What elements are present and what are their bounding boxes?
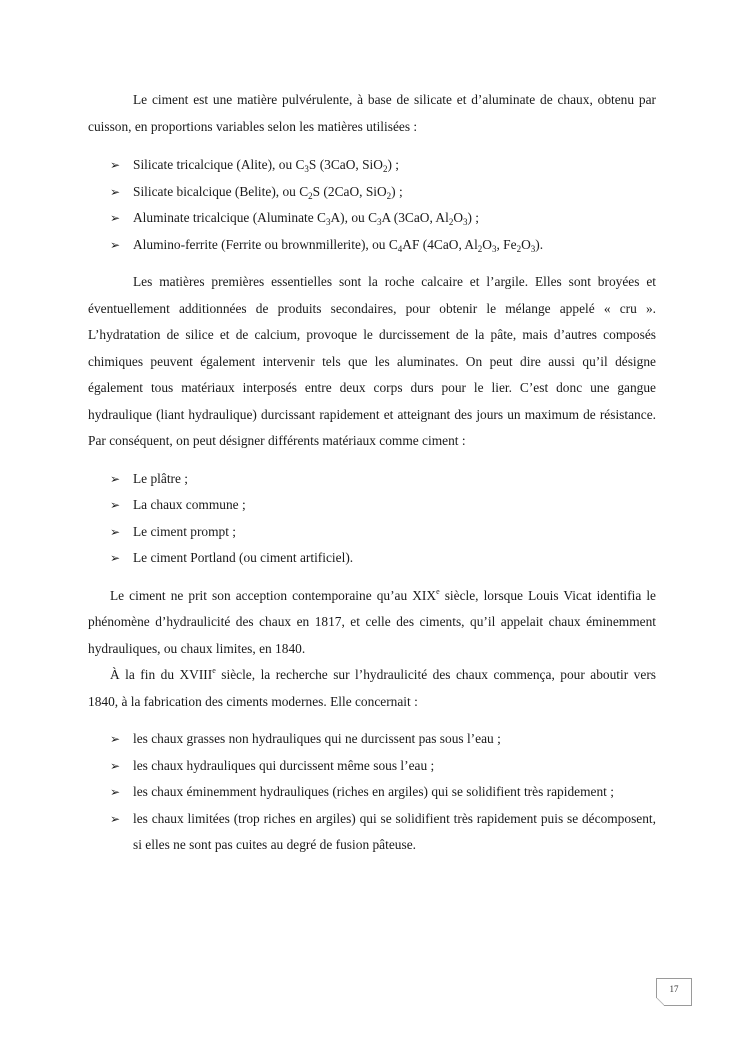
paragraph-history-18th-century: À la fin du XVIIIe siècle, la recherche sur l’hydraulicité des chaux commença, pour aboutir vers 1840, à la fabrication des ciments modernes. Elle concernait : (88, 666, 656, 709)
list-item: ➢ Le ciment prompt ; (88, 519, 656, 546)
list-item: ➢ Le plâtre ; (88, 466, 656, 493)
paragraph-intro: Le ciment est une matière pulvérulente, à base de silicate et d’aluminate de chaux, obtenu par cuisson, en proportions variables selon les matières utilisées : (88, 92, 656, 134)
cement-types-list (88, 466, 656, 572)
arrow-bullet-icon: ➢ (110, 785, 121, 799)
list-item: ➢ les chaux grasses non hydrauliques qui ne durcissent pas sous l’eau ; (88, 726, 656, 753)
paragraph-history-vicat: Le ciment ne prit son acception contemporaine qu’au XIXe siècle, lorsque Louis Vicat identifia le phénomène d’hydraulicité des chaux en 1817, et celle des ciments, qu’il appelait chaux éminemment hydrauliques, ou chaux limites, en 1840. (88, 586, 656, 656)
arrow-bullet-icon: ➢ (110, 211, 121, 225)
list-item: ➢ Le ciment Portland (ou ciment artificiel). (88, 545, 656, 572)
list-item: ➢ La chaux commune ; (88, 492, 656, 519)
arrow-bullet-icon: ➢ (110, 551, 121, 565)
list-item: ➢ Silicate bicalcique (Belite), ou $C_2S$ (2CaO, SiO$_2$) ; (88, 179, 656, 206)
arrow-bullet-icon: ➢ (110, 758, 121, 773)
list-item: ➢ Alumino-ferrite (Ferrite ou brownmillerite), ou $C_4AF$ (4CaO, $Al_2O_3$, $Fe_2O_3$). (88, 232, 656, 259)
arrow-bullet-icon: ➢ (110, 237, 121, 252)
document-page (88, 87, 656, 859)
arrow-bullet-icon: ➢ (110, 732, 121, 746)
arrow-bullet-icon: ➢ (110, 184, 121, 199)
cement-components-list (88, 152, 656, 258)
arrow-bullet-icon: ➢ (110, 524, 121, 539)
paragraph-raw-materials: Les matières premières essentielles sont la roche calcaire et l’argile. Elles sont broyées et éventuellement additionnées de produits secondaires, pour obtenir le mélange appelé « cru ». L’hydratation de silice et de calcium, provoque le durcissement de la pâte, mais d’autres composés chimiques peuvent également intervenir tels que les aluminates. On peut dire aussi qu’il désigne également tous matériaux interposés entre deux corps durs pour le lier. C’est donc une gangue hydraulique (liant hydraulique) durcissant rapidement et atteignant des jours un maximum de résistance. Par conséquent, on peut désigner différents matériaux comme ciment : (88, 274, 656, 448)
list-item: ➢ Silicate tricalcique (Alite), ou $C_3S$ (3CaO, SiO$_2$) ; (88, 152, 656, 179)
list-item: ➢ Aluminate tricalcique (Aluminate $C_3A$), ou $C_3A$ (3CaO, $Al_2O_3$) ; (88, 205, 656, 232)
page-number: 17 (656, 978, 692, 1006)
arrow-bullet-icon: ➢ (110, 471, 121, 486)
arrow-bullet-icon: ➢ (110, 498, 121, 512)
arrow-bullet-icon: ➢ (110, 158, 121, 172)
lime-types-list (88, 726, 656, 859)
list-item: ➢ les chaux limitées (trop riches en argiles) qui se solidifient très rapidement puis se décomposent, si elles ne sont pas cuites au degré de fusion pâteuse. (88, 806, 656, 859)
list-item: ➢ les chaux éminemment hydrauliques (riches en argiles) qui se solidifient très rapidement ; (88, 779, 656, 806)
arrow-bullet-icon: ➢ (110, 811, 121, 826)
list-item: ➢ les chaux hydrauliques qui durcissent même sous l’eau ; (88, 753, 656, 780)
